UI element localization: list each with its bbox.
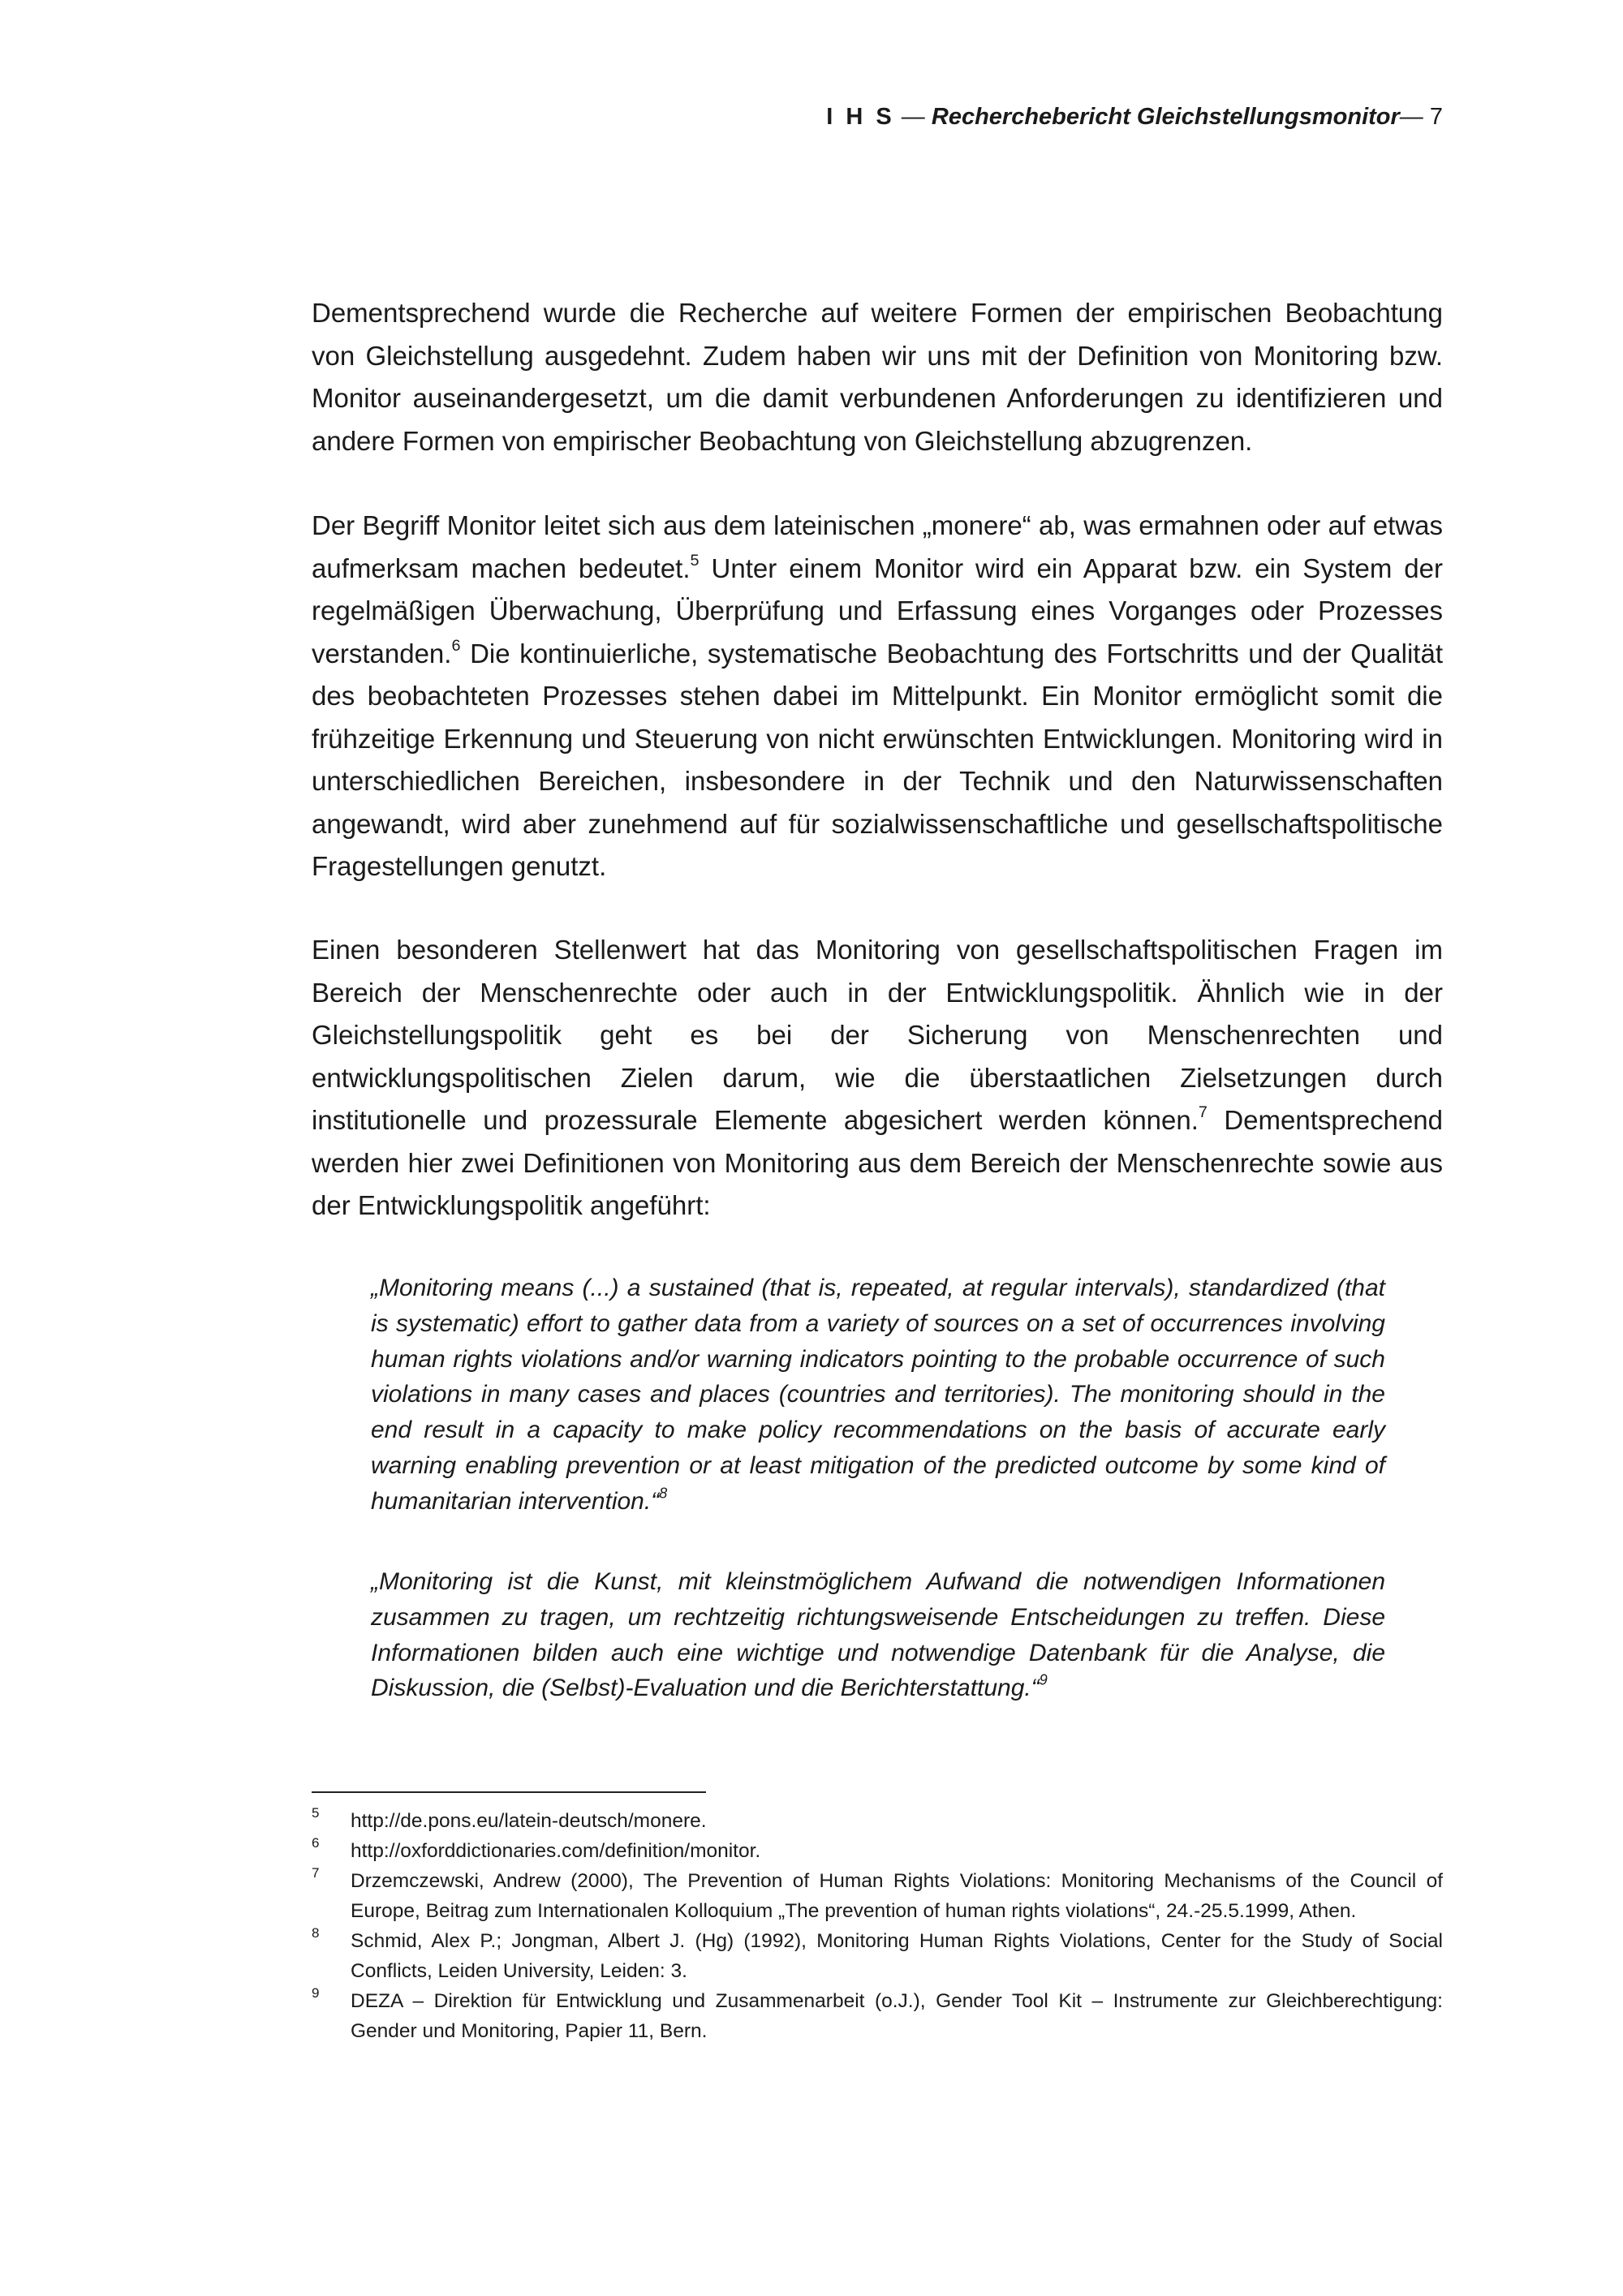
paragraph-1-text: Dementsprechend wurde die Recherche auf weitere Formen der empirischen Beobachtung von Gleichstellung ausgedehnt. Zudem haben wir uns mit der Definition von Monitoring bzw. Monitor auseinandergesetzt, um die damit verbundenen Anforderungen zu identifizieren und andere Formen von empirischer Beobachtung von Gleichstellung abzugrenzen. — [312, 298, 1443, 456]
footnote-ref-8[interactable]: 8 — [659, 1485, 668, 1502]
paragraph-3-part-a: Einen besonderen Stellenwert hat das Monitoring von gesellschaftspolitischen Fragen im Bereich der Menschenrechte oder auch in der Entwicklungspolitik. Ähnlich wie in der Gleichstellungspolitik geht es bei der Sicherung von Menschenrechten und entwicklungspolitischen Zielen darum, wie die überstaatlichen Zielsetzungen durch institutionelle und prozessurale Elemente abgesichert werden können. — [312, 935, 1443, 1135]
footnote-text: Drzemczewski, Andrew (2000), The Prevention of Human Rights Violations: Monitoring Mechanisms of the Council of Europe, Beitrag zum Internationalen Kolloquium „The prevention of human rights violations“, 24.-25.5.1999, Athen. — [351, 1870, 1443, 1922]
paragraph-2-part-c: Die kontinuierliche, systematische Beobachtung des Fortschritts und der Qualität des beobachteten Prozesses stehen dabei im Mittelpunkt. Ein Monitor ermöglicht somit die frühzeitige Erkennung und Steuerung von nicht erwünschten Entwicklungen. Monitoring wird in unterschiedlichen Bereichen, insbesondere in der Technik und den Naturwissenschaften angewandt, wird aber zunehmend auf für sozialwissenschaftliche und gesellschaftspolitische Fragestellungen genutzt. — [312, 638, 1443, 881]
paragraph-3-part-b: Dementsprechend werden hier zwei Definitionen von Monitoring aus dem Bereich der Menschenrechte sowie aus der Entwicklungspolitik angeführt: — [312, 1105, 1444, 1220]
paragraph-3-text — [312, 929, 1443, 1228]
footnote-9 — [312, 1986, 1443, 2046]
header-separator: — — [894, 104, 932, 130]
footnote-divider — [312, 1791, 706, 1793]
footnote-text: DEZA – Direktion für Entwicklung und Zusammenarbeit (o.J.), Gender Tool Kit – Instrumente zur Gleichberechtigung: Gender und Monitoring, Papier 11, Bern. — [351, 1990, 1443, 2042]
footnote-number: 5 — [312, 1805, 320, 1821]
running-header — [826, 101, 1443, 133]
footnote-6 — [312, 1836, 1443, 1866]
footnotes — [312, 1806, 1443, 2046]
paragraph-2-text — [312, 505, 1443, 888]
footnote-number: 8 — [312, 1925, 320, 1941]
header-title: Recherchebericht Gleichstellungsmonitor — [931, 104, 1400, 130]
paragraph-2-part-a: Der Begriff Monitor leitet sich aus dem lateinischen „monere“ ab, was ermahnen oder auf etwas aufmerksam machen bedeutet. — [312, 510, 1443, 583]
footnote-ref-9[interactable]: 9 — [1039, 1671, 1048, 1688]
footnote-ref-6[interactable]: 6 — [451, 636, 461, 655]
footnote-ref-5[interactable]: 5 — [690, 551, 700, 570]
footnote-7 — [312, 1866, 1443, 1926]
paragraph-2-part-b: Unter einem Monitor wird ein Apparat bzw. ein System der regelmäßigen Überwachung, Überprüfung und Erfassung eines Vorganges oder Prozesses verstanden. — [312, 553, 1443, 669]
footnote-8 — [312, 1926, 1443, 1986]
footnote-text: http://oxforddictionaries.com/definition/monitor. — [351, 1840, 761, 1862]
block-quote-1 — [371, 1271, 1385, 1520]
quote-2-text: „Monitoring ist die Kunst, mit kleinstmöglichem Aufwand die notwendigen Informationen zusammen zu tragen, um rechtzeitig richtungsweisende Entscheidungen zu treffen. Diese Informationen bilden auch eine wichtige und notwendige Datenbank für die Analyse, die Diskussion, die (Selbst)-Evaluation und die Berichterstattung.“ — [371, 1568, 1385, 1702]
footnote-number: 9 — [312, 1985, 320, 2001]
header-separator-2: — — [1399, 104, 1430, 130]
footnote-number: 6 — [312, 1835, 320, 1851]
footnote-ref-7[interactable]: 7 — [1198, 1103, 1208, 1122]
quote-1-text: „Monitoring means (...) a sustained (that is, repeated, at regular intervals), standardized (that is systematic) effort to gather data from a variety of sources on a set of occurrences involving human rights violations and/or warning indicators pointing to the probable occurrence of such violations in many cases and places (countries and territories). The monitoring should in the end result in a capacity to make policy recommendations on the basis of accurate early warning enabling prevention or at least mitigation of the predicted outcome by some kind of humanitarian intervention.“ — [371, 1275, 1385, 1515]
header-org: I H S — [826, 104, 895, 130]
paragraph-2 — [312, 505, 1443, 888]
paragraph-1 — [312, 292, 1443, 462]
footnote-number: 7 — [312, 1865, 320, 1881]
footnote-5 — [312, 1806, 1443, 1836]
page-number: 7 — [1429, 104, 1443, 130]
paragraph-3 — [312, 929, 1443, 1228]
block-quote-2 — [371, 1564, 1385, 1706]
footnote-text: Schmid, Alex P.; Jongman, Albert J. (Hg) (1992), Monitoring Human Rights Violations, Center for the Study of Social Conflicts, Leiden University, Leiden: 3. — [351, 1930, 1443, 1982]
footnote-text: http://de.pons.eu/latein-deutsch/monere. — [351, 1810, 707, 1832]
